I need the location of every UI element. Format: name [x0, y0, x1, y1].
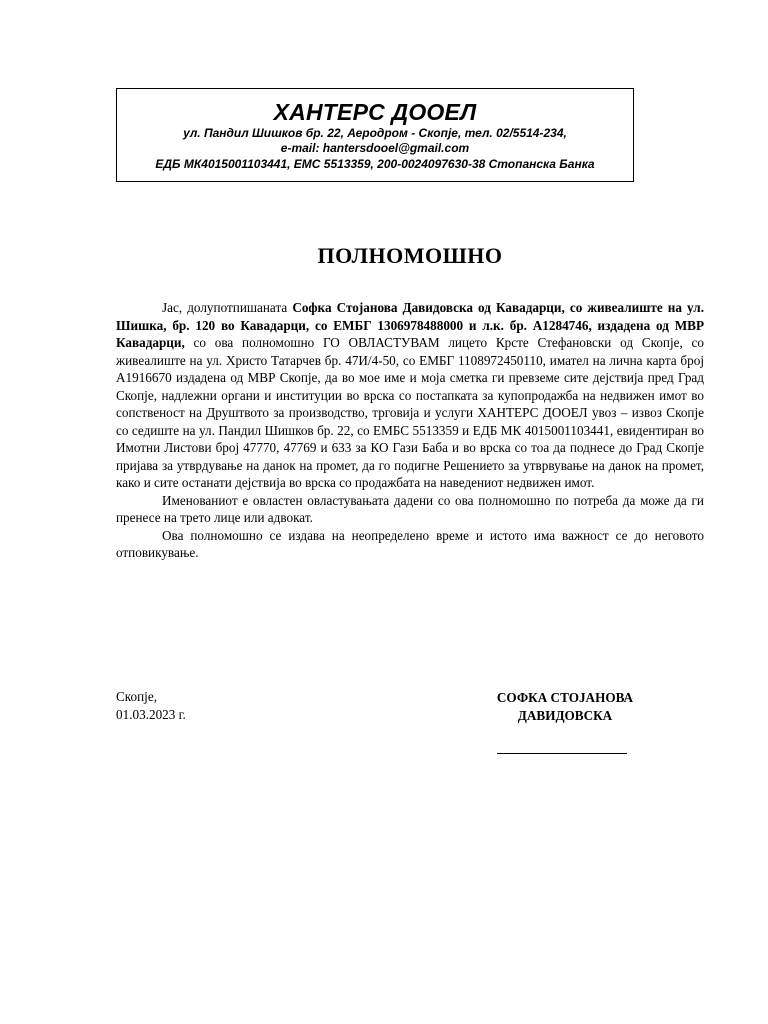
place: Скопје,	[116, 689, 157, 704]
paragraph-authorization	[116, 299, 704, 492]
company-name: ХАНТЕРС ДООЕЛ	[273, 99, 477, 125]
place-date-block	[116, 688, 186, 724]
company-tax-info: ЕДБ МК4015001103441, ЕМС 5513359, 200-0024097630-38 Стопанска Банка	[155, 157, 595, 171]
signatory-name-line1: СОФКА СТОЈАНОВА	[496, 690, 634, 705]
principal-details: Софка Стојанова Давидовска од Кавадарци, со живеалиште на ул. Шишка, бр. 120 во Кавадарци, со ЕМБГ 1306978488000 и л.к. бр. А1284746, издадена од МВР Кавадарци,	[116, 300, 705, 350]
paragraph-intro: Јас, долупотпишаната	[162, 300, 293, 315]
company-email: e-mail: hantersdooel@gmail.com	[280, 141, 470, 155]
paragraph-transfer: Именованиот е овластен овластувањата дадени со ова полномошно по потреба да може да ги пренесе на трето лице или адвокат.	[116, 492, 704, 525]
paragraph-authorization-rest: со ова полномошно ГО ОВЛАСТУВАМ лицето Крсте Стефановски од Скопје, со живеалиште на ул. Христо Татарчев бр. 47И/4-50, со ЕМБГ 1108972450110, иматeл на лична карта број А1916670 издадена од МВР Скопје, да во мое име и моја сметка ги превземе сите дејствија пред Град Скопје, надлежни органи и институции во врска со постапката за купопродажба на недвижен имот во сопственост на Друштвото за производство, трговија и услуги ХАНТЕРС ДООЕЛ увоз – извоз Скопје со седиштe на ул. Пандил Шишков бр. 22, со ЕМБС 5513359 и ЕДБ МК 4015001103441, евидентиран во Имотни Листови број 47770, 47769 и 633 за КО Гази Баба и во врска со тоа да поднесе до Град Скопје пријава за утврдување на данок на промет, да го подигне Решението за утврвување на данок на промет, како и сите останати дејствија во врска со продажбата на наведениот недвижен имот.	[116, 335, 704, 490]
document-body	[116, 299, 704, 562]
signatory-block	[470, 689, 660, 725]
signatory-name-line2: ДАВИДОВСКА	[517, 708, 613, 723]
letterhead-box	[116, 88, 634, 182]
signature-line	[497, 753, 627, 754]
paragraph-validity: Ова полномошно се издава на неопределено време и истото има важност се до неговото отповикување.	[116, 527, 704, 560]
date: 01.03.2023 г.	[116, 707, 186, 722]
document-title: ПОЛНОМОШНО	[317, 243, 503, 268]
company-address: ул. Пандил Шишков бр. 22, Аеродром - Скопје, тел. 02/5514-234,	[183, 126, 567, 140]
